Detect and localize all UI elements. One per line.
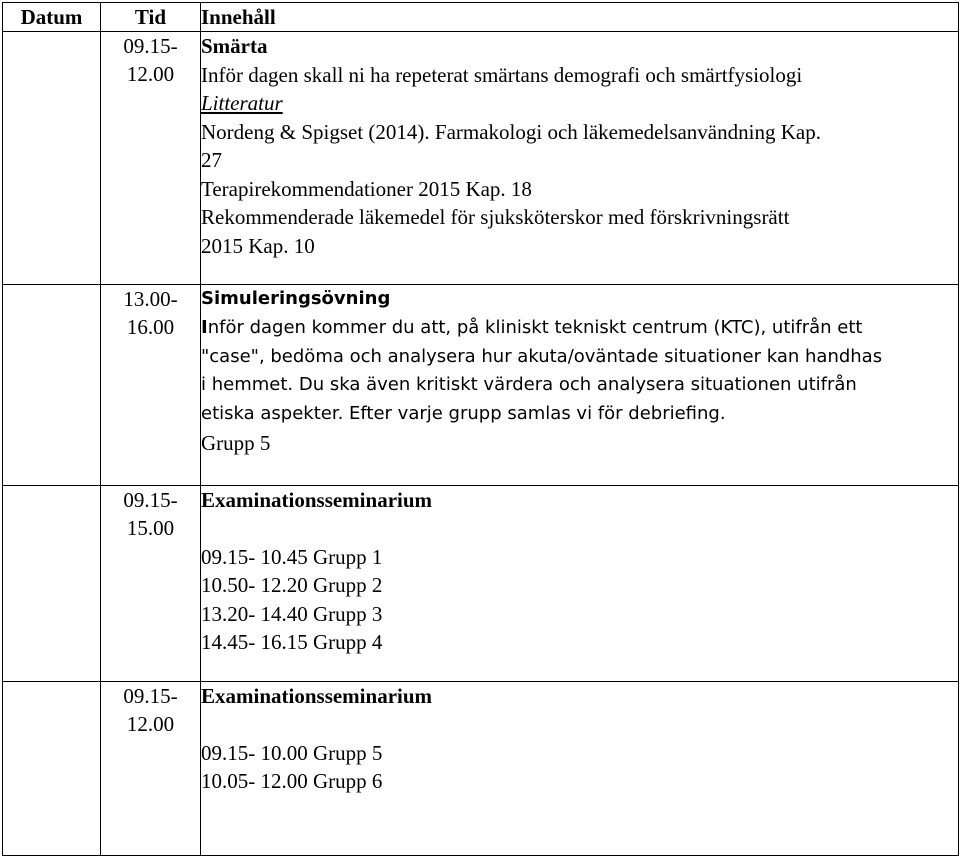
tid-end: 12.00 (126, 62, 175, 86)
session-title: Simuleringsövning (201, 288, 391, 309)
content-cell (201, 486, 959, 682)
tid-start: 09.15- (123, 34, 178, 58)
header-datum: Datum (3, 3, 101, 32)
session-title: Smärta (201, 34, 268, 58)
slot-item: 09.15- 10.45 Grupp 1 (201, 544, 383, 569)
paragraph-initial: I (201, 316, 208, 338)
reference-3b: 2015 Kap. 10 (201, 233, 315, 258)
paragraph-line-4: etiska aspekter. Efter varje grupp samlas vi för debriefing. (201, 403, 726, 425)
header-innehall: Innehåll (201, 3, 959, 32)
tid-start: 09.15- (123, 488, 178, 512)
content-cell (201, 32, 959, 285)
session-title: Examinationsseminarium (201, 684, 433, 708)
schedule-row-exam-2 (3, 682, 959, 856)
datum-cell (3, 486, 101, 682)
schedule-row-simulering (3, 285, 959, 486)
schedule-table (2, 2, 959, 856)
tid-cell (101, 285, 201, 486)
datum-cell (3, 682, 101, 856)
tid-end: 12.00 (126, 712, 175, 736)
paragraph-line-2: "case", bedöma och analysera hur akuta/oväntade situationer kan handhas (201, 345, 883, 367)
reference-3a: Rekommenderade läkemedel för sjuksköterskor med förskrivningsrätt (201, 205, 790, 229)
reference-1b: 27 (201, 148, 222, 172)
header-tid: Tid (101, 3, 201, 32)
tid-end: 16.00 (126, 315, 175, 339)
session-intro: Inför dagen skall ni ha repeterat smärtans demografi och smärtfysiologi (201, 62, 803, 87)
tid-cell (101, 682, 201, 856)
tid-cell (101, 486, 201, 682)
reference-1a: Nordeng & Spigset (2014). Farmakologi och läkemedelsanvändning Kap. (201, 119, 821, 144)
schedule-row-exam-1 (3, 486, 959, 682)
paragraph-line-3: i hemmet. Du ska även kritiskt värdera och analysera situationen utifrån (201, 374, 857, 396)
slot-item: 09.15- 10.00 Grupp 5 (201, 740, 383, 765)
tid-end: 15.00 (126, 516, 175, 540)
session-title: Examinationsseminarium (201, 488, 433, 512)
tid-cell (101, 32, 201, 285)
content-cell (201, 285, 959, 486)
schedule-row-smarta (3, 32, 959, 285)
header-row (3, 3, 959, 32)
reference-2: Terapirekommendationer 2015 Kap. 18 (201, 176, 532, 201)
content-cell (201, 682, 959, 856)
tid-start: 09.15- (123, 684, 178, 708)
group-label: Grupp 5 (201, 430, 271, 455)
paragraph-line-1: nför dagen kommer du att, på kliniskt tekniskt centrum (KTC), utifrån ett (207, 316, 863, 338)
slot-item: 14.45- 16.15 Grupp 4 (201, 630, 383, 654)
tid-start: 13.00- (123, 287, 178, 311)
datum-cell (3, 32, 101, 285)
datum-cell (3, 285, 101, 486)
slot-item: 10.05- 12.00 Grupp 6 (201, 769, 383, 793)
slot-item: 13.20- 14.40 Grupp 3 (201, 601, 383, 626)
literature-heading: Litteratur (201, 91, 283, 115)
slot-item: 10.50- 12.20 Grupp 2 (201, 573, 383, 597)
